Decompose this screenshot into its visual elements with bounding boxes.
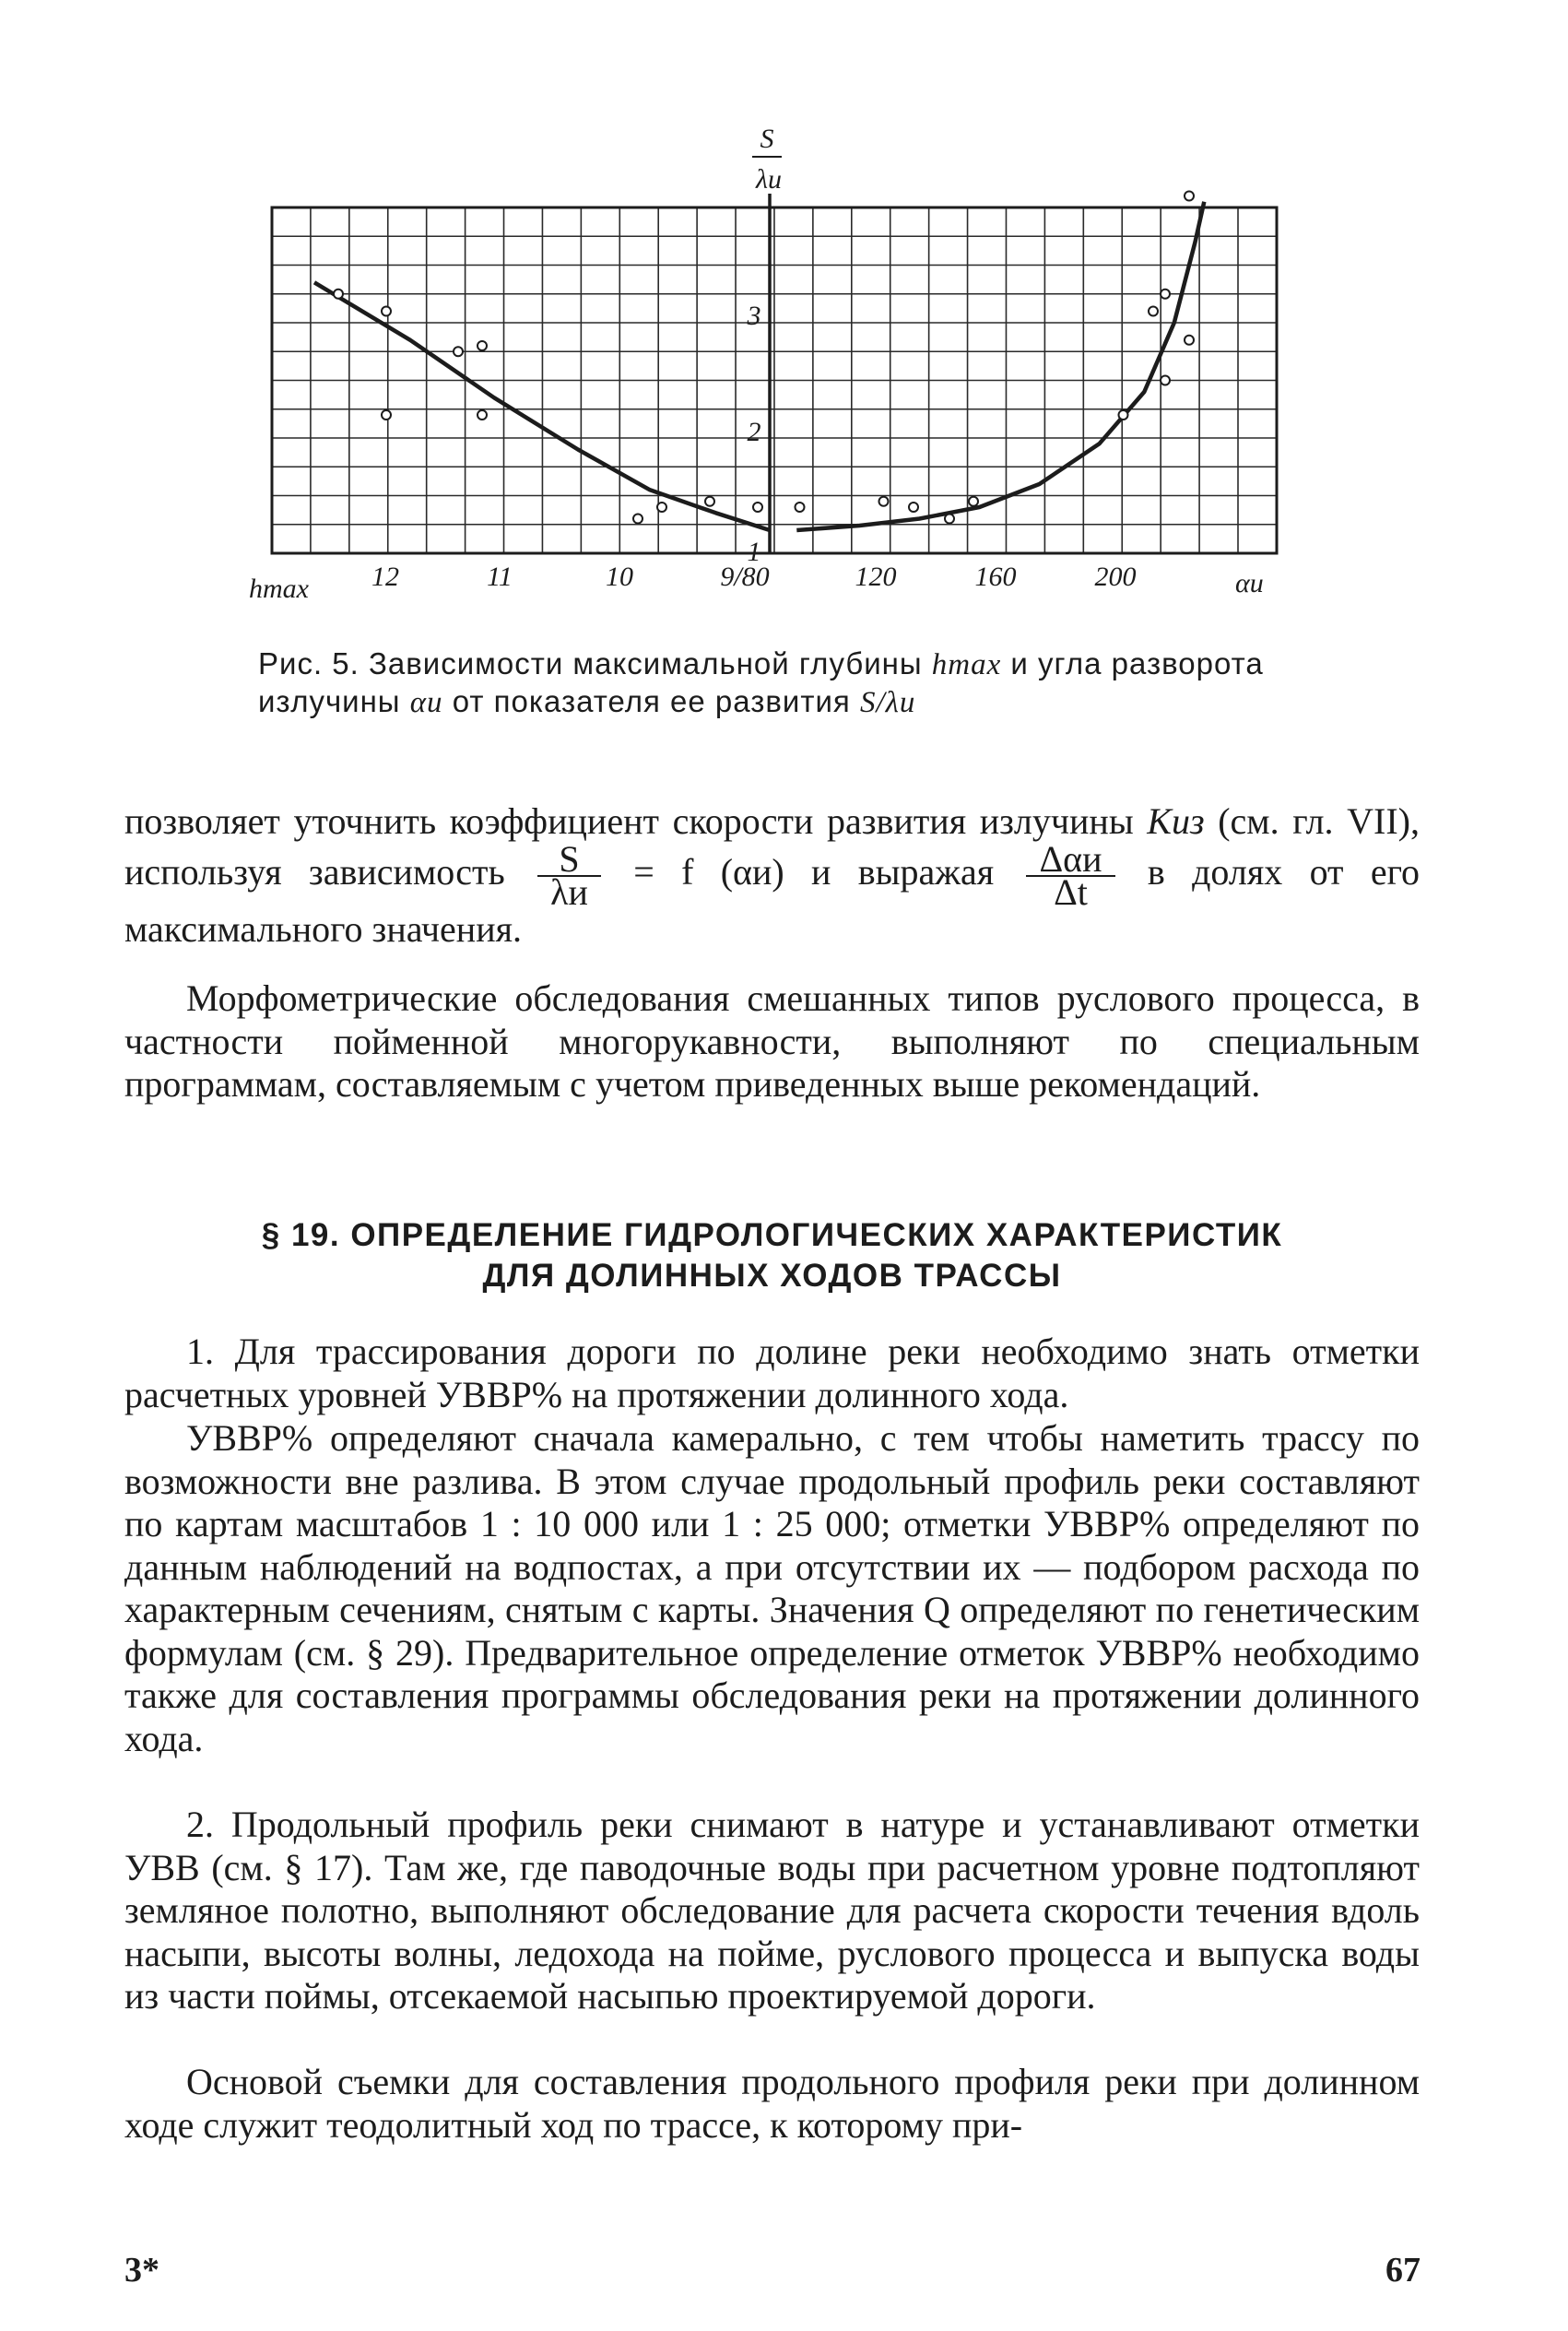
caption-label: Рис. 5. xyxy=(258,646,360,680)
paragraph-3: 1. Для трассирования дороги по долине реки необходимо знать отметки расчетных уровней УВВP% на протяжении долинного хода. xyxy=(124,1331,1420,1415)
paragraph-6: Основой съемки для составления продольного профиля реки при долинном ходе служит теодолитный ход по трассе, к которому при- xyxy=(124,2061,1420,2146)
angle-data-point xyxy=(1149,307,1158,316)
section-heading-line-1: § 19. ОПРЕДЕЛЕНИЕ ГИДРОЛОГИЧЕСКИХ ХАРАКТЕРИСТИК xyxy=(261,1217,1283,1253)
y-tick-1: 1 xyxy=(747,537,761,567)
depth-data-point xyxy=(382,410,391,420)
right-tick-200: 200 xyxy=(1094,562,1137,592)
figure-caption xyxy=(258,645,1309,721)
fraction-numerator: S xyxy=(537,844,601,877)
depth-data-point xyxy=(382,307,391,316)
right-tick-160: 160 xyxy=(974,562,1017,592)
caption-text-3: от показателя ее развития xyxy=(452,684,851,718)
fraction-denominator: λи xyxy=(550,870,588,913)
paragraph-4: УВВP% определяют сначала камерально, с тем чтобы наметить трассу по возможности вне разлива. В этом случае продольный профиль реки составляют по картам масштабов 1 : 10 000 или 1 : 25 000; отметки УВВP% определяют по данным наблюдений на водпостах, а при отсутствии их — подбором расхода по характерным сечениям, снятым с карты. Значения Q определяют по генетическим формулам (см. § 29). Предварительное определение отметок УВВP% необходимо также для составления программы обследования реки на протяжении долинного хода. xyxy=(124,1417,1420,1759)
angle-data-point xyxy=(909,503,918,512)
left-axis-title: hmax xyxy=(249,574,309,604)
depth-data-point xyxy=(477,341,487,350)
depth-data-point xyxy=(753,503,762,512)
chart-points xyxy=(334,192,1194,524)
section-heading xyxy=(124,1215,1420,1296)
fraction-s-lambda xyxy=(537,837,601,913)
caption-var-3: S/λи xyxy=(859,686,916,719)
k-coefficient: Kиз xyxy=(1147,800,1205,842)
angle-data-point xyxy=(969,497,978,506)
depth-data-point xyxy=(657,503,666,512)
caption-var-1: hmax xyxy=(931,648,1002,681)
depth-data-point xyxy=(454,347,463,356)
paragraph-5: 2. Продольный профиль реки снимают в натуре и устанавливают отметки УВВ (см. § 17). Там же, где паводочные воды при расчетном уровне подтопляют земляное полотно, выполняют обследование для расчета скорости течения вдоль насыпи, высоты волны, ледохода на пойме, руслового процесса и выпуска воды из части поймы, отсекаемой насыпью проектируемой дороги. xyxy=(124,1804,1420,2017)
y-tick-3: 3 xyxy=(747,301,761,331)
angle-data-point xyxy=(1119,410,1128,420)
angle-curve xyxy=(796,202,1204,530)
paragraph-1 xyxy=(124,800,1420,951)
angle-data-point xyxy=(1185,336,1194,345)
paragraph-1-part-1: позволяет уточнить коэффициент скорости развития излучины xyxy=(124,800,1134,842)
y-axis-label-numerator: S xyxy=(760,124,774,154)
left-tick-9-80: 9/80 xyxy=(720,562,770,592)
figure-5-chart xyxy=(240,120,1327,618)
angle-data-point xyxy=(1185,192,1194,201)
y-axis-label-denominator: λи xyxy=(756,164,782,195)
right-axis-title: αи xyxy=(1235,568,1264,598)
fraction-dalpha-dt xyxy=(1026,837,1114,913)
page-number: 67 xyxy=(1385,2251,1421,2290)
fraction-numerator: Δαи xyxy=(1026,844,1114,877)
depth-data-point xyxy=(705,497,714,506)
section-heading-line-2: ДЛЯ ДОЛИННЫХ ХОДОВ ТРАССЫ xyxy=(482,1258,1062,1294)
caption-var-2: αи xyxy=(409,686,443,719)
angle-data-point xyxy=(1161,376,1170,385)
depth-data-point xyxy=(633,515,643,524)
angle-data-point xyxy=(945,515,954,524)
y-axis-label xyxy=(752,124,782,195)
left-tick-10: 10 xyxy=(606,562,633,592)
angle-data-point xyxy=(879,497,889,506)
chart-curves xyxy=(314,202,1204,530)
left-tick-12: 12 xyxy=(371,562,399,592)
paragraph-1-part-4: в долях от его максимального значения. xyxy=(124,850,1421,950)
left-tick-11: 11 xyxy=(487,562,513,592)
caption-text-2: и угла разворота излучины xyxy=(258,646,1264,718)
fraction-denominator: Δt xyxy=(1054,870,1088,913)
y-tick-2: 2 xyxy=(747,417,761,447)
caption-text-1: Зависимости максимальной глубины xyxy=(368,646,923,680)
angle-data-point xyxy=(1161,290,1170,299)
paragraph-1-part-3: = f (αи) и выражая xyxy=(633,850,995,893)
depth-data-point xyxy=(477,410,487,420)
paragraph-1-part-2: (см. гл. VII), используя зависимость xyxy=(124,800,1420,893)
depth-data-point xyxy=(334,290,343,299)
angle-data-point xyxy=(796,503,805,512)
chart-grid xyxy=(272,194,1277,553)
paragraph-2: Морфометрические обследования смешанных типов руслового процесса, в частности пойменной многорукавности, выполняют по специальным программам, составляемым с учетом приведенных выше рекомендаций. xyxy=(124,977,1420,1105)
signature-mark: 3* xyxy=(124,2251,159,2290)
right-tick-120: 120 xyxy=(855,562,897,592)
